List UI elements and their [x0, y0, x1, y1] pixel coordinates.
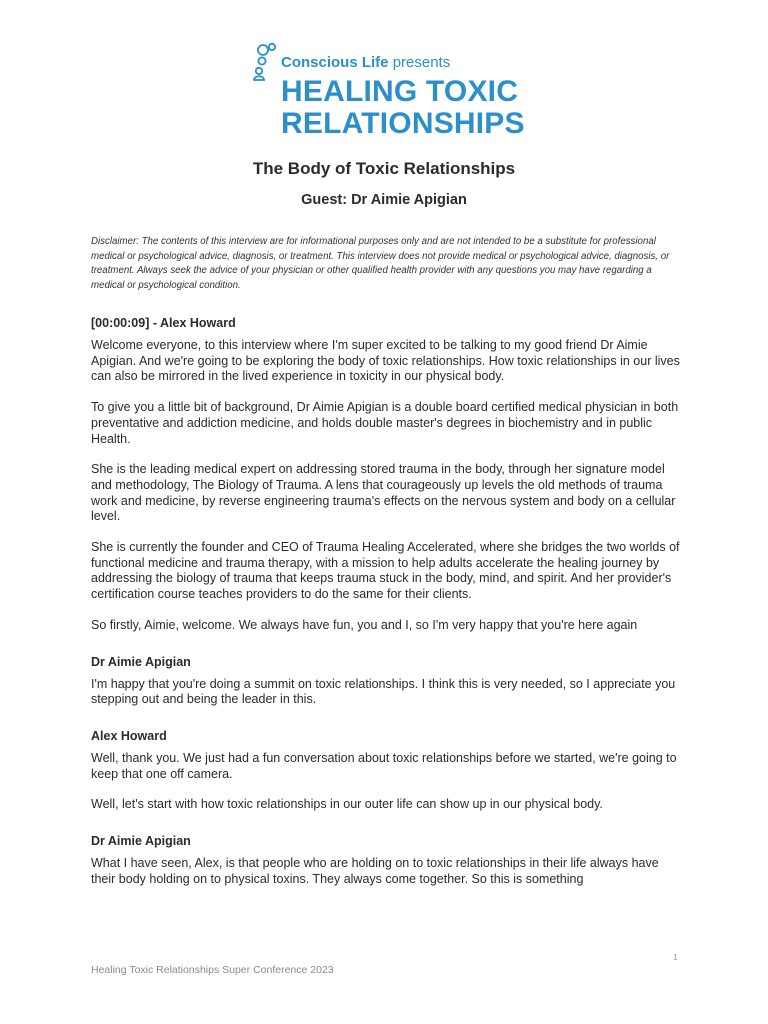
- transcript-paragraph: What I have seen, Alex, is that people who are holding on to toxic relationships in their life always have their body holding on to physical toxins. They always come together. So this is something: [91, 856, 659, 886]
- speaker-label: Alex Howard: [91, 728, 167, 743]
- transcript-paragraph: She is currently the founder and CEO of Trauma Healing Accelerated, where she bridges the two worlds of functional medicine and trauma therapy, with a mission to help adults accelerate the healing journey by addressing the biology of trauma that keeps trauma stuck in the body, mind, and spirit. And her provider's certification course teaches providers to do the same for their clients.: [91, 540, 680, 602]
- brand-logo: [250, 40, 550, 140]
- transcript-paragraph: To give you a little bit of background, Dr Aimie Apigian is a double board certified medical physician in both preventative and addiction medicine, and holds double master's degrees in biochemistry and in public Health.: [91, 400, 679, 446]
- logo-title: [281, 76, 525, 140]
- logo-title-line1: HEALING TOXIC: [281, 75, 519, 108]
- transcript-block: [91, 728, 681, 813]
- disclaimer: Disclaimer: The contents of this interview are for informational purposes only and are not intended to be a substitute for professional medical or psychological advice, diagnosis, or treatment. This interview does not provide medical or psychological advice, diagnosis, or treatment. Always seek the advice of your physician or other qualified health provider with any questions you may have regarding a medical or psychological condition.: [91, 236, 670, 291]
- document-title: The Body of Toxic Relationships: [252, 159, 516, 178]
- transcript-block: [91, 654, 681, 708]
- transcript-paragraph: Well, thank you. We just had a fun conversation about toxic relationships before we started, we're going to keep that one off camera.: [91, 750, 677, 781]
- speaker-label: [00:00:09] - Alex Howard: [91, 316, 236, 330]
- transcript-paragraph: Well, let's start with how toxic relationships in our outer life can show up in our physical body.: [91, 797, 603, 812]
- transcript-paragraph: She is the leading medical expert on addressing stored trauma in the body, through her signature model and methodology, The Biology of Trauma. A lens that courageously up levels the old methods of trauma work and medicine, by reverse engineering trauma's effects on the nervous system and body on a cellular level.: [91, 462, 676, 524]
- document-guest: Guest: Dr Aimie Apigian: [301, 192, 467, 208]
- page-number: 1: [673, 953, 678, 962]
- footer-text: Healing Toxic Relationships Super Conference 2023: [91, 964, 334, 976]
- transcript-paragraph: Welcome everyone, to this interview where I'm super excited to be talking to my good friend Dr Aimie Apigian. And we're going to be exploring the body of toxic relationships. How toxic relationships in our lives can also be mirrored in the lived experience in toxicity in our physical body.: [91, 338, 680, 384]
- transcript-paragraph: So firstly, Aimie, welcome. We always have fun, you and I, so I'm very happy that you're here again: [91, 617, 638, 632]
- transcript: [91, 315, 681, 902]
- speaker-label: Dr Aimie Apigian: [91, 834, 191, 849]
- brand-line: [281, 54, 450, 71]
- logo-title-line2: RELATIONSHIPS: [281, 107, 525, 140]
- transcript-block: [91, 315, 681, 634]
- brand-suffix: presents: [392, 54, 451, 71]
- speaker-label: Dr Aimie Apigian: [91, 654, 191, 669]
- transcript-block: [91, 833, 681, 887]
- people-bubbles-icon: [250, 42, 280, 82]
- brand-name: Conscious Life: [281, 54, 389, 71]
- transcript-paragraph: I'm happy that you're doing a summit on toxic relationships. I think this is very needed, so I appreciate you stepping out and being the leader in this.: [91, 676, 676, 707]
